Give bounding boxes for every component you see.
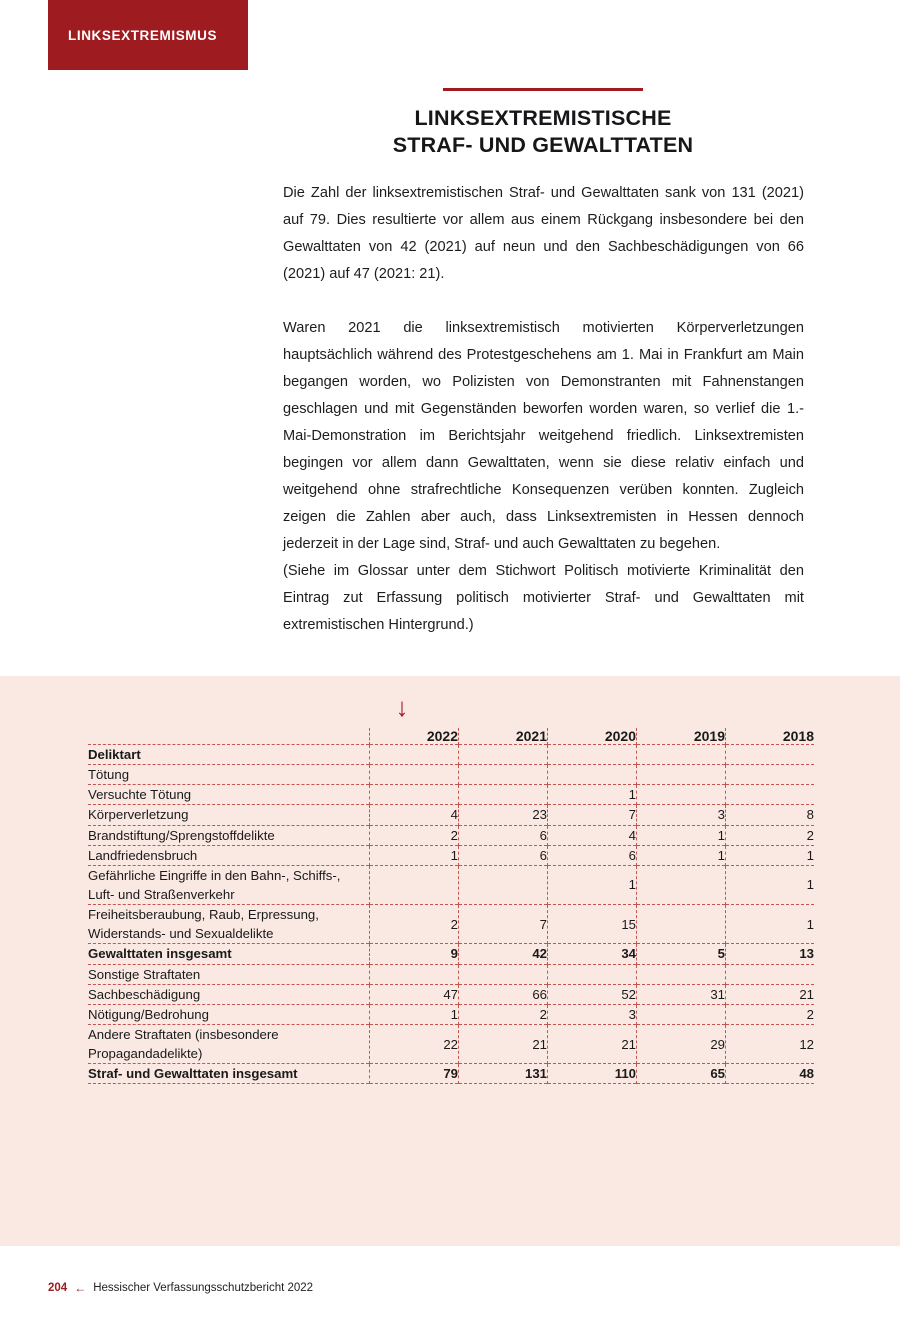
row-value-2022	[370, 865, 459, 904]
row-value-2019: 1	[637, 825, 726, 845]
row-value-2022: 79	[370, 1064, 459, 1084]
row-value-2019: 65	[637, 1064, 726, 1084]
row-value-2019: 1	[637, 845, 726, 865]
row-value-2019: 5	[637, 944, 726, 964]
row-value-2022	[370, 785, 459, 805]
row-value-2020: 110	[548, 1064, 637, 1084]
row-value-2018: 21	[726, 984, 815, 1004]
row-label: Gefährliche Eingriffe in den Bahn-, Schiffs-, Luft- und Straßenverkehr	[88, 867, 341, 902]
row-value-2021: 23	[459, 805, 548, 825]
row-value-2020: 52	[548, 984, 637, 1004]
table-row	[88, 765, 814, 785]
column-header-2019: 2019	[637, 728, 726, 745]
row-value-2020	[548, 765, 637, 785]
row-value-2022: 47	[370, 984, 459, 1004]
row-value-2019	[637, 785, 726, 805]
page-title-line-2: STRAF- UND GEWALTTATEN	[392, 132, 694, 157]
row-value-2018: 1	[726, 905, 815, 944]
row-label: Nötigung/Bedrohung	[88, 1006, 209, 1022]
row-value-2018: 12	[726, 1024, 815, 1063]
row-label: Gewalttaten insgesamt	[88, 946, 232, 962]
row-label: Andere Straftaten (insbesondere Propagandadelikte)	[88, 1026, 279, 1062]
row-value-2020: 15	[548, 905, 637, 944]
row-value-2018: 2	[726, 1004, 815, 1024]
table-header-blank	[88, 728, 370, 745]
row-value-2018: 13	[726, 944, 815, 964]
down-arrow-icon: ↓	[395, 692, 409, 722]
row-value-2022	[370, 765, 459, 785]
chapter-tab-label: LINKSEXTREMISMUS	[68, 27, 218, 43]
chapter-tab	[48, 0, 248, 70]
row-value-2018: 8	[726, 805, 815, 825]
row-value-2018: 1	[726, 865, 815, 904]
row-value-2021: 6	[459, 825, 548, 845]
row-value-2020: 4	[548, 825, 637, 845]
row-value-2018	[726, 785, 815, 805]
row-value-2022	[370, 964, 459, 984]
row-value-2021	[459, 865, 548, 904]
row-value-2022: 4	[370, 805, 459, 825]
table-row	[88, 805, 814, 825]
row-value-2018: 48	[726, 1064, 815, 1084]
row-value-2019: 31	[637, 984, 726, 1004]
column-header-2018: 2018	[726, 728, 815, 745]
body-text	[283, 180, 804, 639]
table-row	[88, 845, 814, 865]
table-group-row	[88, 745, 814, 765]
row-value-2020: 3	[548, 1004, 637, 1024]
row-label: Körperverletzung	[88, 807, 189, 823]
page-number: 204	[48, 1282, 68, 1294]
row-value-2019: 29	[637, 1024, 726, 1063]
row-value-2021	[459, 785, 548, 805]
row-value-2020: 7	[548, 805, 637, 825]
paragraph-2: Waren 2021 die linksextremistisch motivierten Körperverletzungen hauptsächlich während des Protestgeschehens am 1. Mai in Frankfurt am Main begangen worden, wo Polizisten von Demonstranten mit Fahnenstangen geschlagen und mit Gegenständen beworfen worden waren, so verlief die 1.-Mai-Demonstration im Berichtsjahr weitgehend friedlich. Linksextremisten begingen vor allem dann Gewalttaten, wenn sie diese relativ einfach und weitgehend ohne strafrechtliche Konsequenzen verüben konnten. Zugleich zeigen die Zahlen aber auch, dass Linksextremisten in Hessen dennoch jederzeit in der Lage sind, Straf- und auch Gewalttaten zu begehen.	[283, 319, 804, 552]
left-arrow-icon: ←	[74, 1281, 87, 1295]
table-row	[88, 964, 814, 984]
paragraph-3: (Siehe im Glossar unter dem Stichwort Politisch motivierte Kriminalität den Eintrag zut Erfassung politisch motivierter Straf- und Gewalttaten mit extremistischen Hintergrund.)	[283, 562, 804, 633]
row-value-2019	[637, 765, 726, 785]
column-header-2020: 2020	[548, 728, 637, 745]
row-label: Tötung	[88, 767, 130, 783]
row-value-2022: 9	[370, 944, 459, 964]
column-header-2021: 2021	[459, 728, 548, 745]
table-row	[88, 1004, 814, 1024]
row-value-2020	[548, 964, 637, 984]
row-value-2021: 21	[459, 1024, 548, 1063]
row-value-2021: 66	[459, 984, 548, 1004]
row-label: Landfriedensbruch	[88, 847, 198, 863]
row-value-2021: 131	[459, 1064, 548, 1084]
row-value-2018	[726, 765, 815, 785]
row-value-2018: 2	[726, 825, 815, 845]
row-label: Sachbeschädigung	[88, 986, 201, 1002]
row-value-2019: 3	[637, 805, 726, 825]
row-value-2018: 1	[726, 845, 815, 865]
group-cell-2022	[370, 745, 459, 765]
row-value-2021	[459, 765, 548, 785]
row-value-2021: 42	[459, 944, 548, 964]
group-cell-2019	[637, 745, 726, 765]
table-row-total-all	[88, 1064, 814, 1084]
table-row	[88, 825, 814, 845]
row-value-2020: 21	[548, 1024, 637, 1063]
row-value-2021	[459, 964, 548, 984]
page-footer	[48, 1281, 313, 1295]
row-label: Brandstiftung/Sprengstoffdelikte	[88, 827, 275, 843]
row-value-2019	[637, 1004, 726, 1024]
page-heading	[283, 88, 803, 159]
heading-rule	[443, 88, 643, 91]
group-cell-2021	[459, 745, 548, 765]
table-row	[88, 905, 814, 944]
row-value-2022: 1	[370, 1004, 459, 1024]
row-value-2022: 1	[370, 845, 459, 865]
row-value-2018	[726, 964, 815, 984]
row-value-2020: 1	[548, 785, 637, 805]
group-cell-2018	[726, 745, 815, 765]
row-value-2022: 2	[370, 825, 459, 845]
table-row	[88, 785, 814, 805]
table-row	[88, 1024, 814, 1063]
row-value-2019	[637, 865, 726, 904]
row-value-2019	[637, 964, 726, 984]
row-value-2021: 2	[459, 1004, 548, 1024]
row-label: Versuchte Tötung	[88, 787, 192, 803]
row-value-2019	[637, 905, 726, 944]
row-value-2020: 6	[548, 845, 637, 865]
group-label: Deliktart	[88, 747, 141, 762]
row-value-2020: 1	[548, 865, 637, 904]
table-row	[88, 984, 814, 1004]
paragraph-1: Die Zahl der linksextremistischen Straf- und Gewalttaten sank von 131 (2021) auf 79. Dies resultierte vor allem aus einem Rückgang insbesondere bei den Gewalttaten von 42 (2021) auf neun und den Sachbeschädigungen von 66 (2021) auf 47 (2021: 21).	[283, 185, 804, 282]
row-label: Straf- und Gewalttaten insgesamt	[88, 1066, 298, 1082]
row-value-2022: 2	[370, 905, 459, 944]
group-cell-2020	[548, 745, 637, 765]
table-row	[88, 865, 814, 904]
row-label: Freiheitsberaubung, Raub, Erpressung, Widerstands- und Sexualdelikte	[88, 907, 319, 942]
page-title-line-1: LINKSEXTREMISTISCHE	[414, 106, 672, 130]
row-value-2021: 6	[459, 845, 548, 865]
row-label: Sonstige Straftaten	[88, 966, 201, 982]
offences-table	[88, 728, 814, 1084]
row-value-2020: 34	[548, 944, 637, 964]
column-header-2022: 2022	[370, 728, 459, 745]
document-title: Hessischer Verfassungsschutzbericht 2022	[93, 1282, 314, 1294]
page-title	[283, 105, 803, 159]
table-header-row	[88, 728, 814, 745]
row-value-2021: 7	[459, 905, 548, 944]
row-value-2022: 22	[370, 1024, 459, 1063]
statistics-panel	[0, 676, 900, 1246]
table-row-total-violent	[88, 944, 814, 964]
